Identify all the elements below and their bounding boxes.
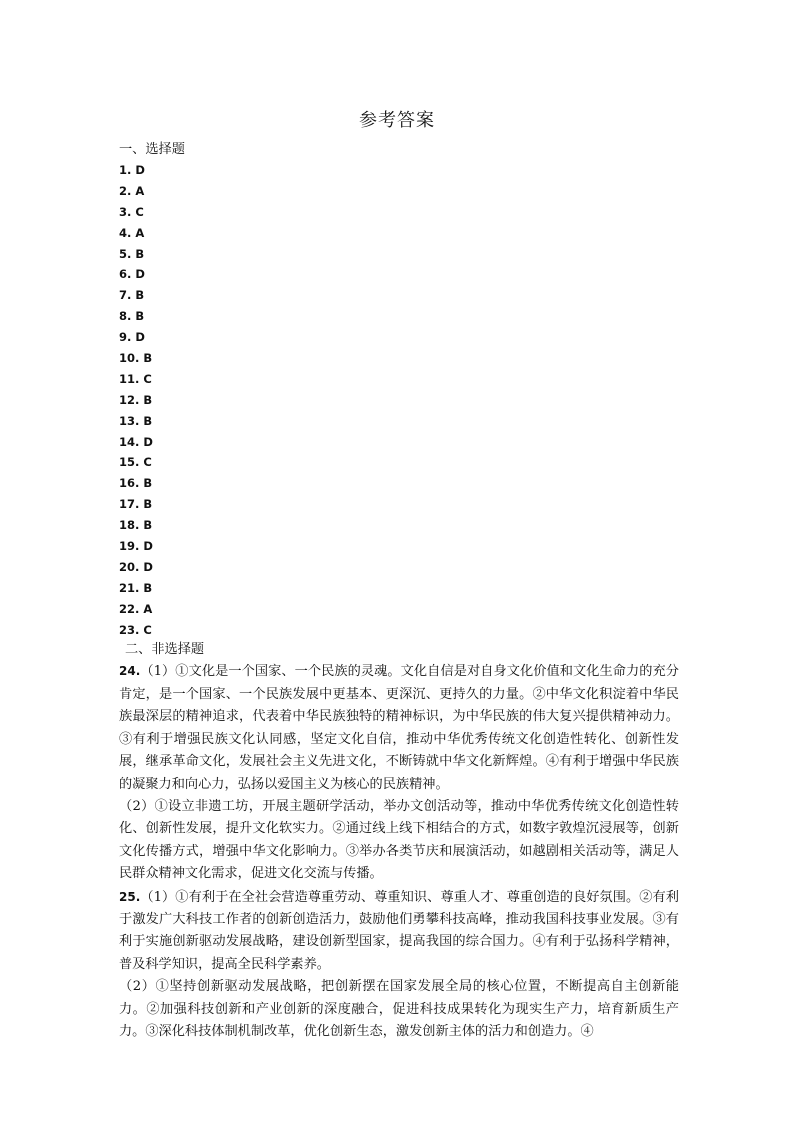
q25-part1 (119, 886, 679, 977)
section-heading-nonchoice: 二、非选择题 (125, 642, 205, 658)
choice-answer: 12. B (119, 392, 153, 407)
choice-answer: 18. B (119, 518, 153, 533)
choice-answer: 17. B (119, 497, 153, 512)
choice-answer: 16. B (119, 476, 153, 491)
q24-part1-text: （1）①文化是一个国家、一个民族的灵魂。文化自信是对自身文化价值和文化生命力的充分肯定，是一个国家、一个民族发展中更基本、更深沉、更持久的力量。②中华文化积淀着中华民族最深层的精神追求，代表着中华民族独特的精神标识，为中华民族的伟大复兴提供精神动力。③有利于增强民族文化认同感，坚定文化自信，推动中华优秀传统文化创造性转化、创新性发展，继承革命文化，发展社会主义先进文化，不断铸就中华文化新辉煌。④有利于增强中华民族的凝聚力和向心力，弘扬以爱国主义为核心的民族精神。 (119, 664, 679, 792)
choice-answer: 13. B (119, 413, 153, 428)
choice-answer: 5. B (119, 246, 145, 261)
choice-answer: 19. D (119, 539, 153, 554)
choice-answer: 6. D (119, 267, 145, 282)
choice-answer: 14. D (119, 434, 153, 449)
choice-answer: 11. C (119, 371, 152, 386)
choice-answer: 9. D (119, 330, 145, 345)
choice-answer-list (119, 160, 679, 640)
q25-part1-text: （1）①有利于在全社会营造尊重劳动、尊重知识、尊重人才、尊重创造的良好氛围。②有利于激发广大科技工作者的创新创造活力，鼓励他们勇攀科技高峰，推动我国科技事业发展。③有利于实施创新驱动发展战略，建设创新型国家，提高我国的综合国力。④有利于弘扬科学精神，普及科学知识，提高全民科学素养。 (119, 889, 679, 972)
choice-answer: 3. C (119, 204, 144, 219)
choice-answer: 15. C (119, 455, 152, 470)
q24-part1 (119, 660, 679, 795)
page-title: 参考答案 (359, 110, 435, 131)
q25-part2: （2）①坚持创新驱动发展战略，把创新摆在国家发展全局的核心位置，不断提高自主创新能力。②加强科技创新和产业创新的深度融合，促进科技成果转化为现实生产力，培育新质生产力。③深化科技体制机制改革，优化创新生态，激发创新主体的活力和创造力。④ (119, 979, 679, 1039)
choice-answer: 20. D (119, 559, 153, 574)
choice-answer: 7. B (119, 288, 145, 303)
question-number-25: 25. (119, 889, 141, 904)
choice-answer: 1. D (119, 163, 145, 177)
section-heading-choice: 一、选择题 (119, 142, 185, 157)
answer-content (119, 140, 679, 1043)
question-number-24: 24. (119, 664, 141, 679)
choice-answer: 4. A (119, 225, 145, 240)
choice-answer: 22. A (119, 601, 153, 616)
choice-answer: 8. B (119, 309, 145, 324)
choice-answer: 10. B (119, 351, 153, 366)
choice-answer: 23. C (119, 622, 152, 637)
choice-answer: 21. B (119, 580, 153, 595)
q24-part2: （2）①设立非遗工坊，开展主题研学活动，举办文创活动等，推动中华优秀传统文化创造性转化、创新性发展，提升文化软实力。②通过线上线下相结合的方式，如数字敦煌沉浸展等，创新文化传播方式，增强中华文化影响力。③举办各类节庆和展演活动，如越剧相关活动等，满足人民群众精神文化需求，促进文化交流与传播。 (119, 798, 679, 882)
choice-answer: 2. A (119, 183, 145, 198)
